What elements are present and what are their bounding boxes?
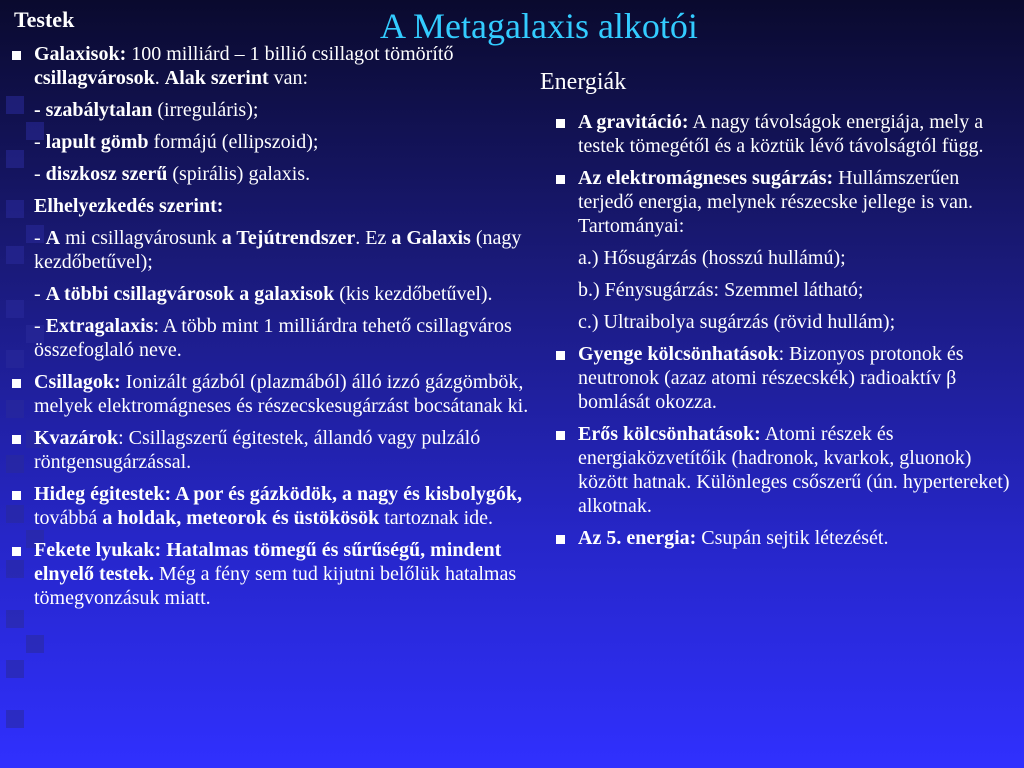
right-column — [544, 110, 1014, 558]
sub-item-diszkosz: - diszkosz szerű (spirális) galaxis. — [34, 163, 311, 185]
bullet-icon — [556, 175, 565, 184]
list-item-galaxisok: Galaxisok: 100 milliárd – 1 billió csillagot tömörítő csillagvárosok. Alak szerint van: — [0, 42, 550, 90]
list-item-csillagok: Csillagok: Ionizált gázból (plazmából) álló izzó gázgömbök, melyek elektromágneses és részecskesugárzást bocsátanak ki. — [0, 370, 550, 418]
bullet-icon — [556, 431, 565, 440]
list-item-elektromagneses: Az elektromágneses sugárzás: Hullámszerűen terjedő energia, melynek részecske jellege is van. Tartományai: — [544, 166, 1014, 238]
bullet-icon — [12, 379, 21, 388]
bullet-icon — [12, 51, 21, 60]
sub-item-hosugarzas: a.) Hősugárzás (hosszú hullámú); — [578, 247, 846, 269]
bullet-icon — [12, 435, 21, 444]
list-item-eros: Erős kölcsönhatások: Atomi részek és energiaközvetítőik (hadronok, kvarkok, gluonok) között hatnak. Különleges csőszerű (ún. hypertereket) alkotnak. — [544, 422, 1014, 518]
list-item-gravitacio: A gravitáció: A nagy távolságok energiája, mely a testek tömegétől és a köztük lévő távolságtól függ. — [544, 110, 1014, 158]
sub-item-fenysugarzas: b.) Fénysugárzás: Szemmel látható; — [578, 279, 864, 301]
sub-item-szabalytalan: - szabálytalan (irreguláris); — [34, 99, 259, 121]
sub-item-tobbi-galaxisok: - A többi csillagvárosok a galaxisok (kis kezdőbetűvel). — [34, 283, 493, 305]
list-item-gyenge: Gyenge kölcsönhatások: Bizonyos protonok és neutronok (azaz atomi részecskék) radioaktív β bomlását okozza. — [544, 342, 1014, 414]
slide-title: A Metagalaxis alkotói — [380, 6, 698, 46]
bullet-icon — [12, 491, 21, 500]
bullet-icon — [556, 535, 565, 544]
left-column-heading: Testek — [14, 7, 75, 32]
bullet-icon — [556, 351, 565, 360]
list-item-fekete-lyukak: Fekete lyukak: Hatalmas tömegű és sűrűségű, mindent elnyelő testek. Még a fény sem tud kijutni belőlük hatalmas tömegvonzásuk miatt. — [0, 538, 550, 610]
sub-item-tejutrendszer: - A mi csillagvárosunk a Tejútrendszer. Ez a Galaxis (nagy kezdőbetűvel); — [34, 227, 522, 273]
right-column-heading: Energiák — [540, 69, 627, 95]
list-item-hideg-egitestek: Hideg égitestek: A por és gázködök, a nagy és kisbolygók, továbbá a holdak, meteorok és üstökösök tartoznak ide. — [0, 482, 550, 530]
sub-item-extragalaxis: - Extragalaxis: A több mint 1 milliárdra tehető csillagváros összefoglaló neve. — [34, 315, 512, 361]
bullet-icon — [556, 119, 565, 128]
list-item-otodik-energia: Az 5. energia: Csupán sejtik létezését. — [544, 526, 1014, 550]
sub-item-elhelyezkedes: Elhelyezkedés szerint: — [34, 195, 224, 217]
sub-item-ultraibolya: c.) Ultraibolya sugárzás (rövid hullám); — [578, 311, 896, 333]
left-column — [0, 42, 550, 618]
sub-item-lapult-gomb: - lapult gömb formájú (ellipszoid); — [34, 131, 319, 153]
bullet-icon — [12, 547, 21, 556]
list-item-kvazarok: Kvazárok: Csillagszerű égitestek, állandó vagy pulzáló röntgensugárzással. — [0, 426, 550, 474]
